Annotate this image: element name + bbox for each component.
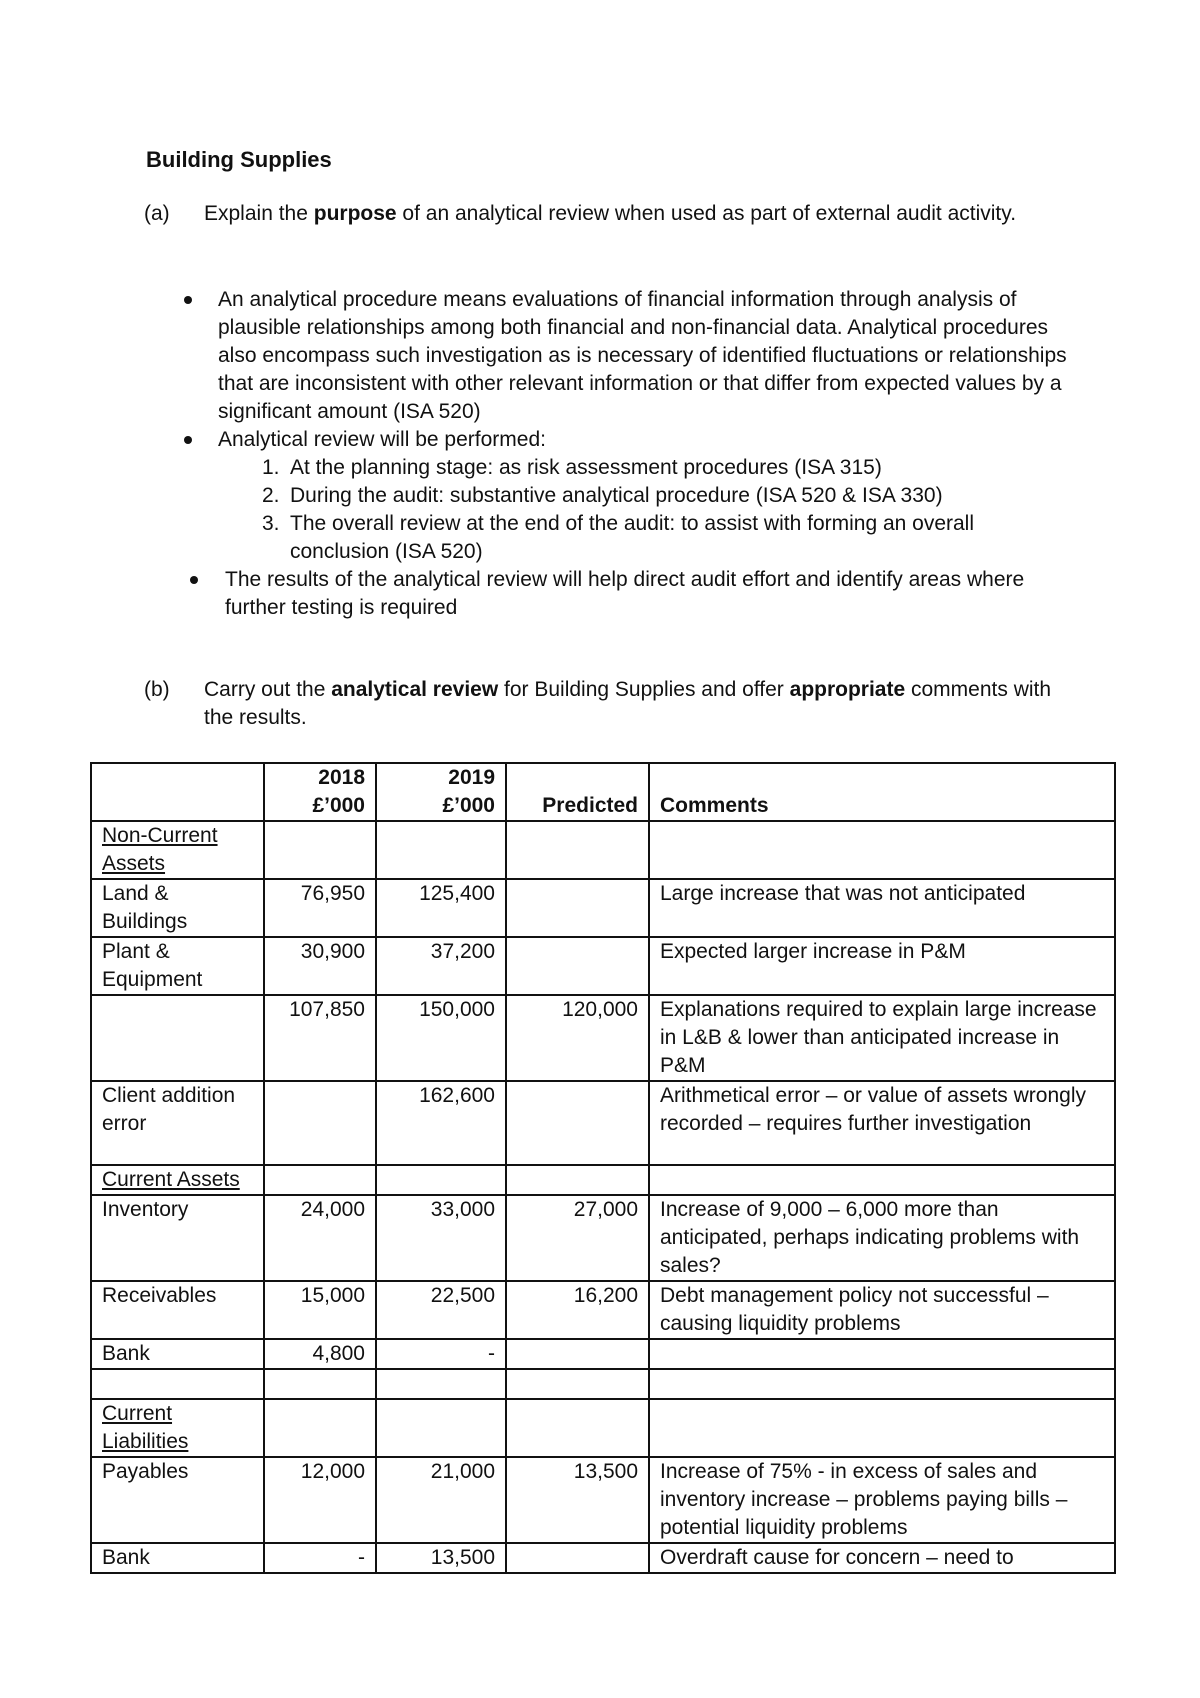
cell-comment: [649, 1339, 1115, 1369]
row-label: Receivables: [91, 1281, 264, 1339]
cell-2018: 76,950: [264, 879, 376, 937]
cell-comment: [649, 821, 1115, 879]
cell-2018: -: [264, 1543, 376, 1573]
question-b-label: (b): [144, 678, 170, 701]
header-label: [91, 763, 264, 821]
table-row: [91, 821, 1115, 879]
header-2018: [264, 763, 376, 821]
header-predicted: Predicted: [506, 763, 649, 821]
row-label: Current Liabilities: [91, 1399, 264, 1457]
answer-bullet-3: [178, 566, 1068, 622]
question-b-text: [204, 676, 1084, 732]
table-row: [91, 1195, 1115, 1281]
table-row: [91, 995, 1115, 1081]
table-row: [91, 1281, 1115, 1339]
cell-2019: [376, 1369, 506, 1399]
answer-step: [218, 510, 1068, 566]
question-b-pre: Carry out the: [204, 678, 332, 701]
cell-comment: Debt management policy not successful – causing liquidity problems: [649, 1281, 1115, 1339]
question-a: [144, 200, 1084, 228]
answer-steps: [218, 454, 1068, 566]
answer-bullet-2: [178, 426, 1068, 566]
step-number: 2.: [262, 484, 280, 507]
cell-predicted: [506, 1339, 649, 1369]
answer-bullet-1: [178, 286, 1068, 426]
bullet-dot-icon: [184, 436, 192, 444]
cell-predicted: [506, 1543, 649, 1573]
cell-predicted: 16,200: [506, 1281, 649, 1339]
table-row: [91, 1369, 1115, 1399]
cell-comment: [649, 1369, 1115, 1399]
answer-a-list: [178, 286, 1068, 622]
answer-step: [218, 482, 1068, 510]
cell-2019: [376, 1165, 506, 1195]
table-row: [91, 1081, 1115, 1165]
question-b-bold-1: analytical review: [331, 678, 499, 701]
cell-2018: 15,000: [264, 1281, 376, 1339]
table-row: [91, 937, 1115, 995]
cell-comment: Increase of 9,000 – 6,000 more than anticipated, perhaps indicating problems with sales?: [649, 1195, 1115, 1281]
row-label: Inventory: [91, 1195, 264, 1281]
cell-2019: [376, 1399, 506, 1457]
table-row: [91, 879, 1115, 937]
question-b-mid: for Building Supplies and offer: [498, 678, 790, 701]
question-a-text: [204, 200, 1084, 228]
row-label: Bank: [91, 1543, 264, 1573]
cell-comment: Large increase that was not anticipated: [649, 879, 1115, 937]
cell-predicted: [506, 1165, 649, 1195]
cell-2019: 21,000: [376, 1457, 506, 1543]
document-title: Building Supplies: [146, 147, 332, 172]
table-body: [91, 821, 1115, 1573]
header-2018-year: 2018: [318, 766, 365, 789]
header-2018-unit: £’000: [312, 794, 365, 817]
header-2019-unit: £’000: [442, 794, 495, 817]
cell-predicted: [506, 879, 649, 937]
question-a-post: of an analytical review when used as part of external audit activity.: [396, 202, 1017, 225]
header-2019-year: 2019: [448, 766, 495, 789]
cell-2019: 22,500: [376, 1281, 506, 1339]
cell-2018: [264, 1369, 376, 1399]
cell-2019: 13,500: [376, 1543, 506, 1573]
cell-2019: 162,600: [376, 1081, 506, 1165]
cell-comment: [649, 1165, 1115, 1195]
cell-comment: Arithmetical error – or value of assets wrongly recorded – requires further investigation: [649, 1081, 1115, 1165]
cell-2019: [376, 821, 506, 879]
answer-bullet-2-text: Analytical review will be performed:: [218, 428, 546, 451]
cell-predicted: 13,500: [506, 1457, 649, 1543]
row-label: Client addition error: [91, 1081, 264, 1165]
row-label: Land & Buildings: [91, 879, 264, 937]
question-b: [144, 676, 1084, 732]
cell-comment: Overdraft cause for concern – need to: [649, 1543, 1115, 1573]
cell-2018: [264, 1081, 376, 1165]
cell-2018: 24,000: [264, 1195, 376, 1281]
row-label: Bank: [91, 1339, 264, 1369]
cell-predicted: [506, 1399, 649, 1457]
table-row: [91, 1339, 1115, 1369]
row-label: Payables: [91, 1457, 264, 1543]
cell-2018: 107,850: [264, 995, 376, 1081]
cell-2019: 150,000: [376, 995, 506, 1081]
cell-comment: Expected larger increase in P&M: [649, 937, 1115, 995]
row-label: Plant & Equipment: [91, 937, 264, 995]
cell-comment: [649, 1399, 1115, 1457]
question-a-pre: Explain the: [204, 202, 314, 225]
cell-comment: Explanations required to explain large increase in L&B & lower than anticipated increase in P&M: [649, 995, 1115, 1081]
question-a-label: (a): [144, 202, 170, 225]
question-a-bold: purpose: [313, 202, 397, 225]
header-2019: [376, 763, 506, 821]
question-b-post: comments with the results.: [204, 678, 1052, 729]
cell-2018: [264, 1165, 376, 1195]
cell-2019: 33,000: [376, 1195, 506, 1281]
table-header-row: [91, 763, 1115, 821]
row-label: Current Assets: [91, 1165, 264, 1195]
cell-predicted: [506, 937, 649, 995]
step-number: 1.: [262, 456, 280, 479]
cell-2019: 125,400: [376, 879, 506, 937]
cell-2018: 12,000: [264, 1457, 376, 1543]
bullet-dot-icon: [190, 576, 198, 584]
step-text: The overall review at the end of the audit: to assist with forming an overall conclusion (ISA 520): [290, 512, 975, 563]
answer-bullet-1-text: An analytical procedure means evaluations of financial information through analysis of plausible relationships among both financial and non-financial data. Analytical procedures also encompass such investigation as is necessary of identified fluctuations or relationships that are inconsistent with other relevant information or that differ from expected values by a significant amount (ISA 520): [218, 288, 1067, 423]
cell-predicted: 27,000: [506, 1195, 649, 1281]
cell-2018: [264, 1399, 376, 1457]
question-b-bold-2: appropriate: [789, 678, 906, 701]
cell-2018: 4,800: [264, 1339, 376, 1369]
table-row: [91, 1165, 1115, 1195]
cell-2019: 37,200: [376, 937, 506, 995]
answer-bullet-3-text: The results of the analytical review will help direct audit effort and identify areas where further testing is required: [225, 568, 1025, 619]
cell-2018: 30,900: [264, 937, 376, 995]
step-text: At the planning stage: as risk assessment procedures (ISA 315): [290, 456, 882, 479]
cell-2019: -: [376, 1339, 506, 1369]
cell-predicted: [506, 1081, 649, 1165]
table-row: [91, 1399, 1115, 1457]
answer-step: [218, 454, 1068, 482]
cell-predicted: [506, 821, 649, 879]
cell-predicted: 120,000: [506, 995, 649, 1081]
row-label: [91, 1369, 264, 1399]
table-row: [91, 1543, 1115, 1573]
analytical-review-table: [90, 762, 1116, 1574]
cell-predicted: [506, 1369, 649, 1399]
bullet-dot-icon: [184, 296, 192, 304]
table-row: [91, 1457, 1115, 1543]
row-label: Non-Current Assets: [91, 821, 264, 879]
row-label: [91, 995, 264, 1081]
cell-2018: [264, 821, 376, 879]
step-text: During the audit: substantive analytical procedure (ISA 520 & ISA 330): [290, 484, 943, 507]
header-comments: Comments: [649, 763, 1115, 821]
cell-comment: Increase of 75% - in excess of sales and inventory increase – problems paying bills – potential liquidity problems: [649, 1457, 1115, 1543]
step-number: 3.: [262, 512, 280, 535]
